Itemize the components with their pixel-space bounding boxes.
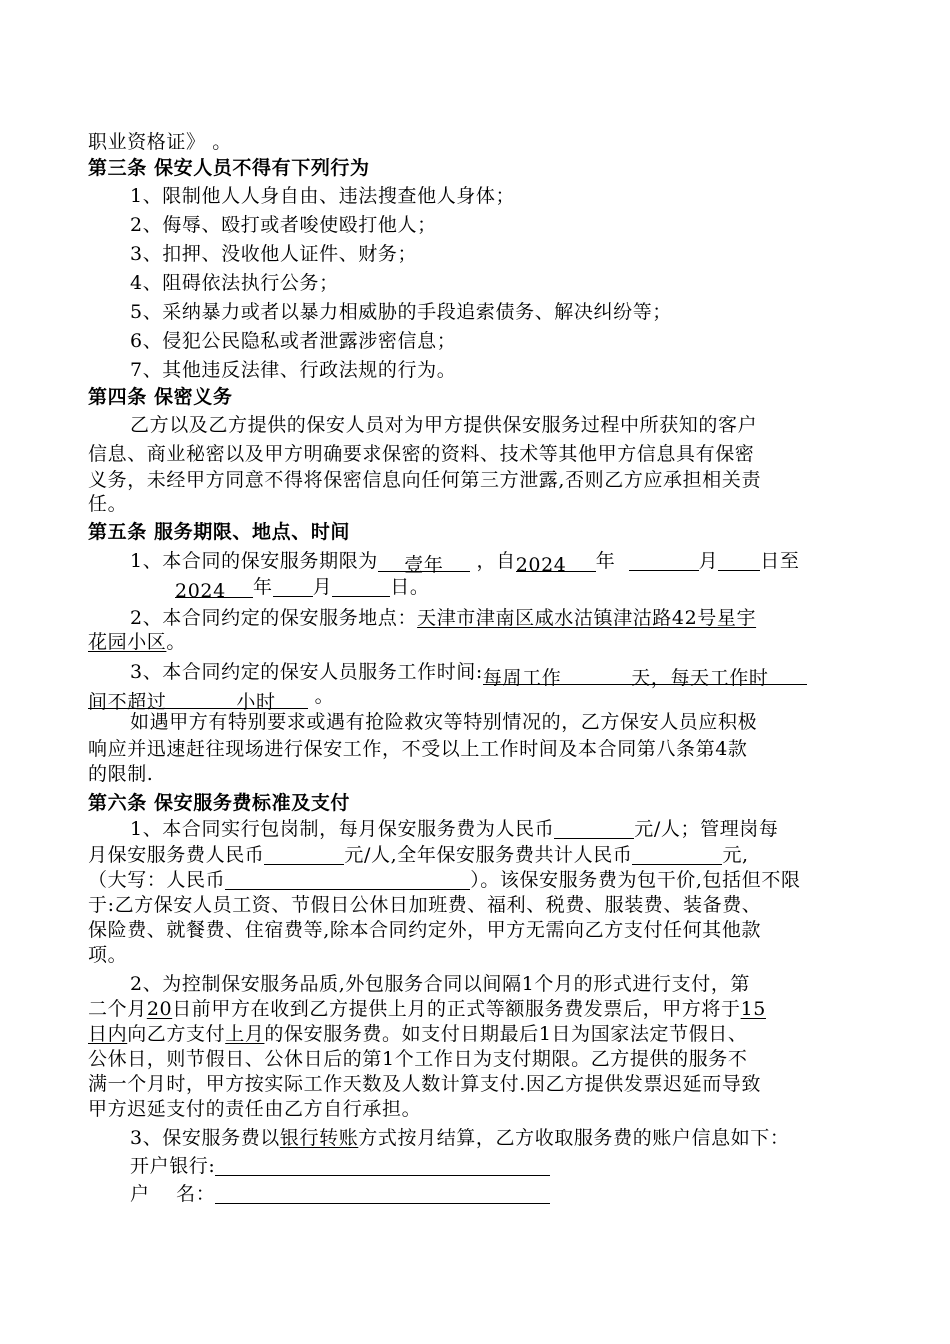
time-value-a: 每周工作 [482, 667, 562, 689]
start-day-blank [718, 550, 760, 571]
list-item: 2、侮辱、殴打或者唆使殴打他人； [130, 214, 437, 236]
fee-text: 1、本合同实行包岗制，每月保安服务费为人民币 [130, 818, 555, 840]
intro-tail: 职业资格证》 。 [88, 131, 232, 153]
paragraph-line: 如遇甲方有特别要求或遇有抢险救灾等特别情况的，乙方保安人员应积极 [130, 711, 758, 733]
end-year: 2024 [175, 577, 253, 598]
bank-blank [215, 1155, 550, 1176]
bank-line [130, 1152, 910, 1180]
paragraph-line: 于:乙方保安人员工资、节假日公休日加班费、福利、税费、服装费、装备费、 [88, 894, 762, 916]
settlement-text: 方式按月结算，乙方收取服务费的账户信息如下： [358, 1127, 790, 1149]
payment-days: 15 [740, 998, 766, 1020]
year-unit: 年 [595, 550, 616, 572]
bank-label: 开户银行: [130, 1155, 216, 1177]
payment-period: 上月 [225, 1023, 265, 1045]
place-label: 2、本合同约定的保安服务地点： [130, 607, 418, 629]
service-time-line-2 [88, 682, 868, 713]
end-day-blank [332, 576, 390, 597]
hours-value [88, 688, 308, 713]
start-month-blank [629, 550, 699, 571]
paragraph-line: 项。 [88, 944, 128, 966]
year-unit: 年 [253, 576, 273, 598]
paragraph-line: 保险费、就餐费、住宿费等,除本合同约定外，甲方无需向乙方支付任何其他款 [88, 919, 762, 941]
term-from: ，自 [476, 550, 516, 572]
term-value: 壹年 [378, 551, 470, 572]
list-item: 6、侵犯公民隐私或者泄露涉密信息； [130, 330, 457, 352]
account-name-label: 户 名： [130, 1183, 216, 1205]
list-item: 3、扣押、没收他人证件、财务； [130, 243, 418, 265]
payment-days-cont: 日内 [88, 1023, 128, 1045]
fee-text: （大写：人民币 [88, 869, 226, 891]
time-value-b: 天，每天工作时 [631, 667, 769, 689]
paragraph-line: 满一个月时，甲方按实际工作天数及人数计算支付.因乙方提供发票迟延而导致 [88, 1073, 762, 1095]
payment-line-2 [88, 995, 868, 1023]
payment-day: 20 [146, 998, 173, 1020]
place-value-cont: 花园小区 [88, 631, 167, 653]
payment-text: 二个月 [88, 998, 147, 1020]
month-unit: 月 [312, 576, 333, 598]
fee-text: 元/人；管理岗每 [634, 818, 779, 840]
place-value: 天津市津南区咸水沽镇津沽路42号星宇 [417, 607, 757, 629]
month-unit: 月 [698, 550, 719, 572]
paragraph-line: 响应并迅速赶往现场进行保安工作，不受以上工作时间及本合同第八条第4款 [88, 738, 748, 760]
settlement-line [130, 1124, 910, 1152]
service-place-line-2 [88, 628, 868, 656]
fee-line-1 [130, 815, 910, 843]
place-end: 。 [166, 631, 187, 653]
list-item: 5、采纳暴力或者以暴力相威胁的手段追索债务、解决纠纷等； [130, 301, 672, 323]
article5-heading: 第五条 服务期限、地点、时间 [88, 521, 351, 543]
start-year: 2024 [516, 551, 596, 572]
time-label: 3、本合同约定的保安人员服务工作时间: [130, 661, 483, 683]
fee-text: 月保安服务费人民币 [88, 844, 265, 866]
day-unit: 日。 [390, 576, 430, 598]
fee-line-2 [88, 841, 868, 869]
monthly-fee-blank [554, 818, 634, 839]
article6-heading: 第六条 保安服务费标准及支付 [88, 792, 351, 814]
fee-text: 元, [722, 844, 749, 866]
fee-words-blank [225, 869, 470, 890]
paragraph-line: 义务，未经甲方同意不得将保密信息向任何第三方泄露,否则乙方应承担相关责 [88, 469, 762, 491]
article3-heading: 第三条 保安人员不得有下列行为 [88, 157, 370, 179]
manager-fee-blank [264, 844, 344, 865]
settlement-method: 银行转账 [279, 1127, 359, 1149]
paragraph-line: 任。 [88, 493, 128, 515]
term-label: 1、本合同的保安服务期限为 [130, 550, 378, 572]
paragraph-line: 的限制. [88, 763, 154, 785]
list-item: 1、限制他人人身自由、违法搜查他人身体； [130, 185, 516, 207]
hours-value-a: 间不超过 [88, 691, 167, 713]
annual-fee-blank [632, 844, 722, 865]
service-term-line [130, 547, 910, 575]
day-to: 日至 [760, 550, 800, 572]
account-name-blank [215, 1183, 550, 1204]
service-term-end-line [175, 573, 950, 601]
payment-text: 的保安服务费。如支付日期最后1日为国家法定节假日、 [264, 1023, 748, 1045]
fee-text: ）。该保安服务费为包干价,包括但不限 [470, 869, 801, 891]
hours-value-b: 小时 [236, 691, 276, 713]
end-month-blank [273, 576, 313, 597]
fee-line-3 [88, 866, 868, 894]
paragraph-line: 甲方迟延支付的责任由乙方自行承担。 [88, 1098, 422, 1120]
payment-text: 向乙方支付 [127, 1023, 226, 1045]
account-name-line [130, 1180, 910, 1208]
payment-text: 日前甲方在收到乙方提供上月的正式等额服务费发票后，甲方将于 [172, 998, 741, 1020]
article4-heading: 第四条 保密义务 [88, 386, 233, 408]
paragraph-line: 2、为控制保安服务品质,外包服务合同以间隔1个月的形式进行支付，第 [130, 973, 751, 995]
paragraph-line: 乙方以及乙方提供的保安人员对为甲方提供保安服务过程中所获知的客户 [130, 414, 758, 436]
payment-line-3 [88, 1020, 868, 1048]
fee-text: 元/人,全年保安服务费共计人民币 [344, 844, 633, 866]
settlement-text: 3、保安服务费以 [130, 1127, 280, 1149]
paragraph-line: 信息、商业秘密以及甲方明确要求保密的资料、技术等其他甲方信息具有保密 [88, 443, 755, 465]
list-item: 4、阻碍依法执行公务； [130, 272, 339, 294]
list-item: 7、其他违反法律、行政法规的行为。 [130, 359, 457, 381]
paragraph-line: 公休日，则节假日、公休日后的第1个工作日为支付期限。乙方提供的服务不 [88, 1048, 748, 1070]
time-end: 。 [314, 685, 335, 707]
